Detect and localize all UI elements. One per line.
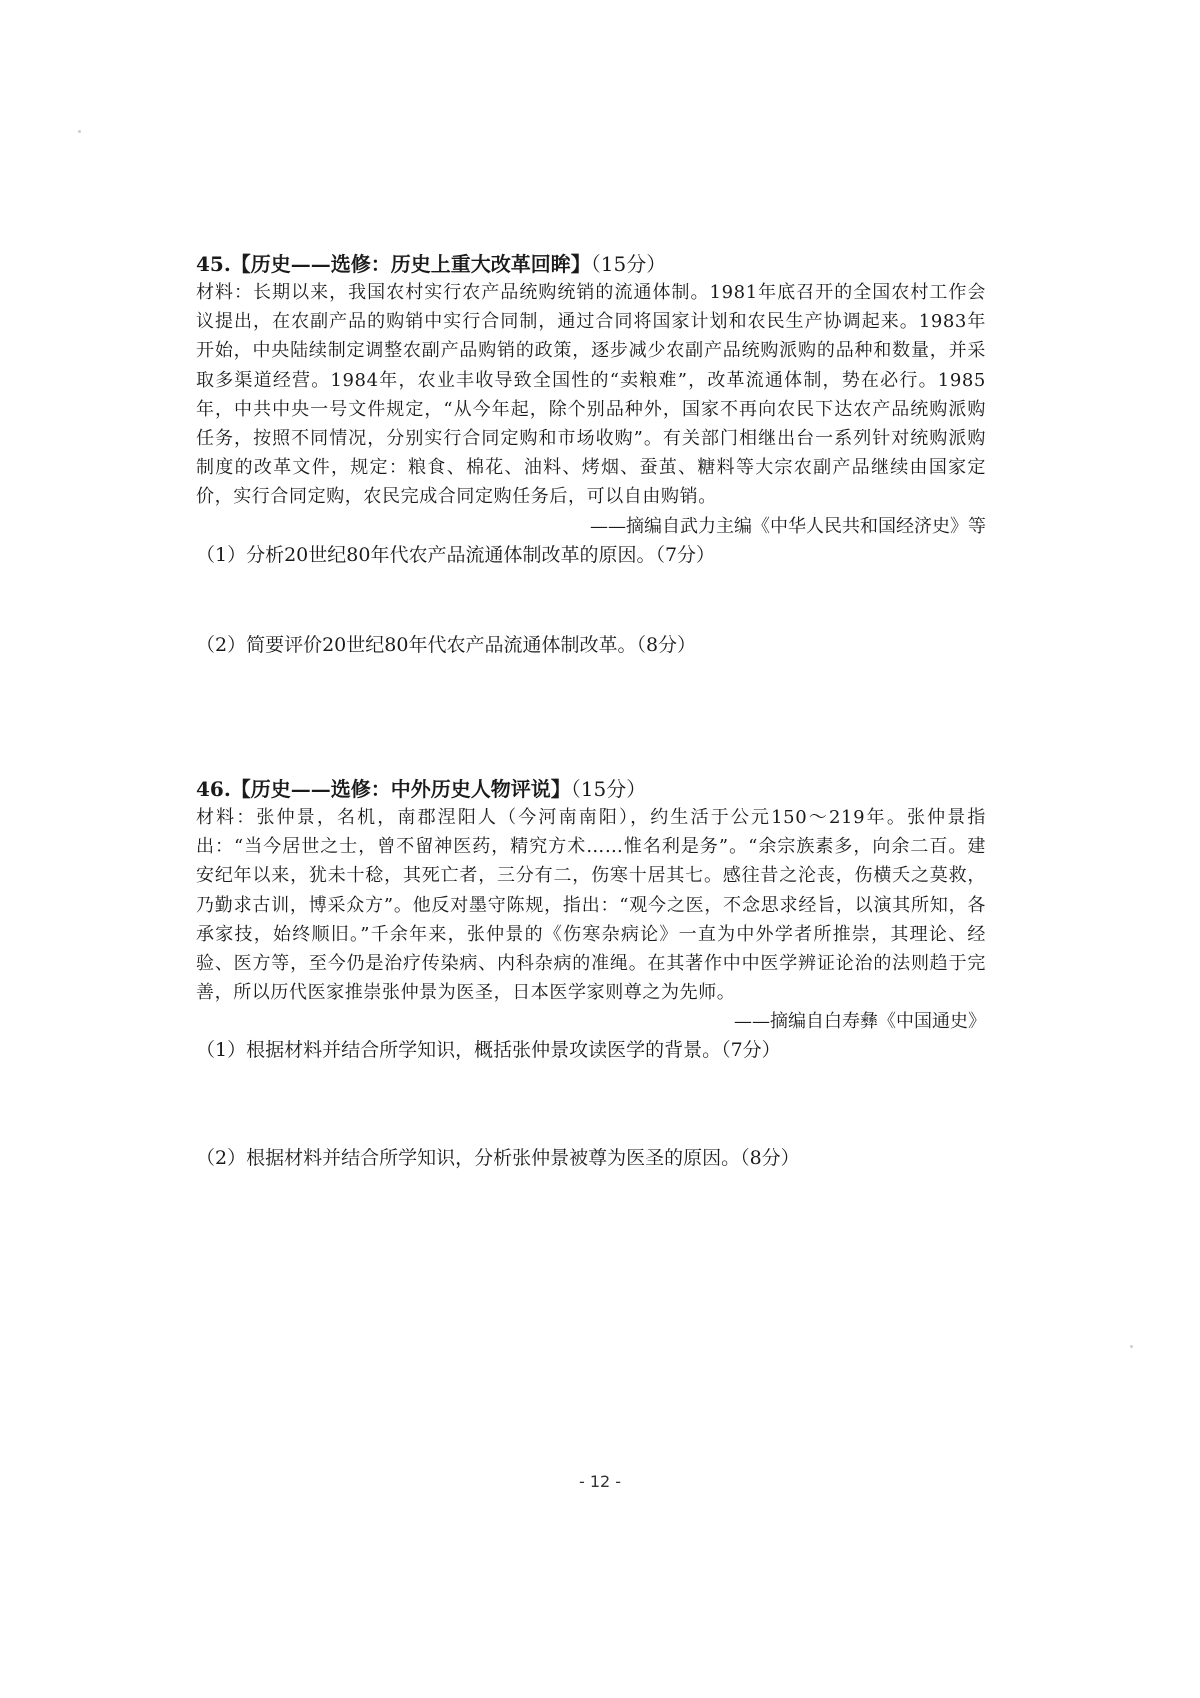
scan-speck	[1130, 1345, 1133, 1348]
material-source: ——摘编自白寿彝《中国通史》	[734, 1011, 986, 1033]
question-number: 46.	[196, 777, 231, 801]
material-text: 材料：张仲景，名机，南郡涅阳人（今河南南阳），约生活于公元150～219年。张仲景指出：“当今居世之士，曾不留神医药，精究方术……惟名利是务”。“余宗族素多，向余二百。建安纪年以来，犹未十稔，其死亡者，三分有二，伤寒十居其七。感往昔之沦丧，伤横夭之莫救，乃勤求古训，博采众方”。他反对墨守陈规，指出：“观今之医，不念思求经旨，以演其所知，各承家技，始终顺旧。”千余年来，张仲景的《伤寒杂病论》一直为中外学者所推崇，其理论、经验、医方等，至今仍是治疗传染病、内科杂病的准绳。在其著作中中医学辨证论治的法则趋于完善，所以历代医家推崇张仲景为医圣，日本医学家则尊之为先师。	[196, 807, 986, 1004]
question-score: （15分）	[570, 777, 647, 801]
question-score: （15分）	[590, 252, 667, 276]
question-45-heading	[196, 250, 986, 278]
question-45	[196, 250, 986, 659]
material-text: 材料：长期以来，我国农村实行农产品统购统销的流通体制。1981年底召开的全国农村工作会议提出，在农副产品的购销中实行合同制，通过合同将国家计划和农民生产协调起来。1983年开始，中央陆续制定调整农副产品购销的政策，逐步减少农副产品统购派购的品种和数量，并采取多渠道经营。1984年，农业丰收导致全国性的“卖粮难”，改革流通体制，势在必行。1985年，中共中央一号文件规定，“从今年起，除个别品种外，国家不再向农民下达农产品统购派购任务，按照不同情况，分别实行合同定购和市场收购”。有关部门相继出台一系列针对统购派购制度的改革文件，规定：粮食、棉花、油料、烤烟、蚕茧、糖料等大宗农副产品继续由国家定价，实行合同定购，农民完成合同定购任务后，可以自由购销。	[196, 282, 986, 508]
sub-question-1: （1）根据材料并结合所学知识，概括张仲景攻读医学的背景。（7分）	[196, 1039, 781, 1062]
question-title: 【历史——选修：历史上重大改革回眸】	[230, 252, 591, 276]
question-46	[196, 775, 986, 1172]
page-number: - 12 -	[578, 1472, 622, 1491]
question-number: 45.	[196, 252, 231, 276]
scan-speck	[78, 130, 81, 133]
question-title: 【历史——选修：中外历史人物评说】	[230, 777, 571, 801]
sub-question-2: （2）根据材料并结合所学知识，分析张仲景被尊为医圣的原因。（8分）	[196, 1147, 800, 1170]
material-source: ——摘编自武力主编《中华人民共和国经济史》等	[590, 515, 986, 537]
question-46-heading	[196, 775, 986, 803]
sub-question-1: （1）分析20世纪80年代农产品流通体制改革的原因。（7分）	[196, 543, 716, 566]
sub-question-2: （2）简要评价20世纪80年代农产品流通体制改革。（8分）	[196, 633, 697, 656]
